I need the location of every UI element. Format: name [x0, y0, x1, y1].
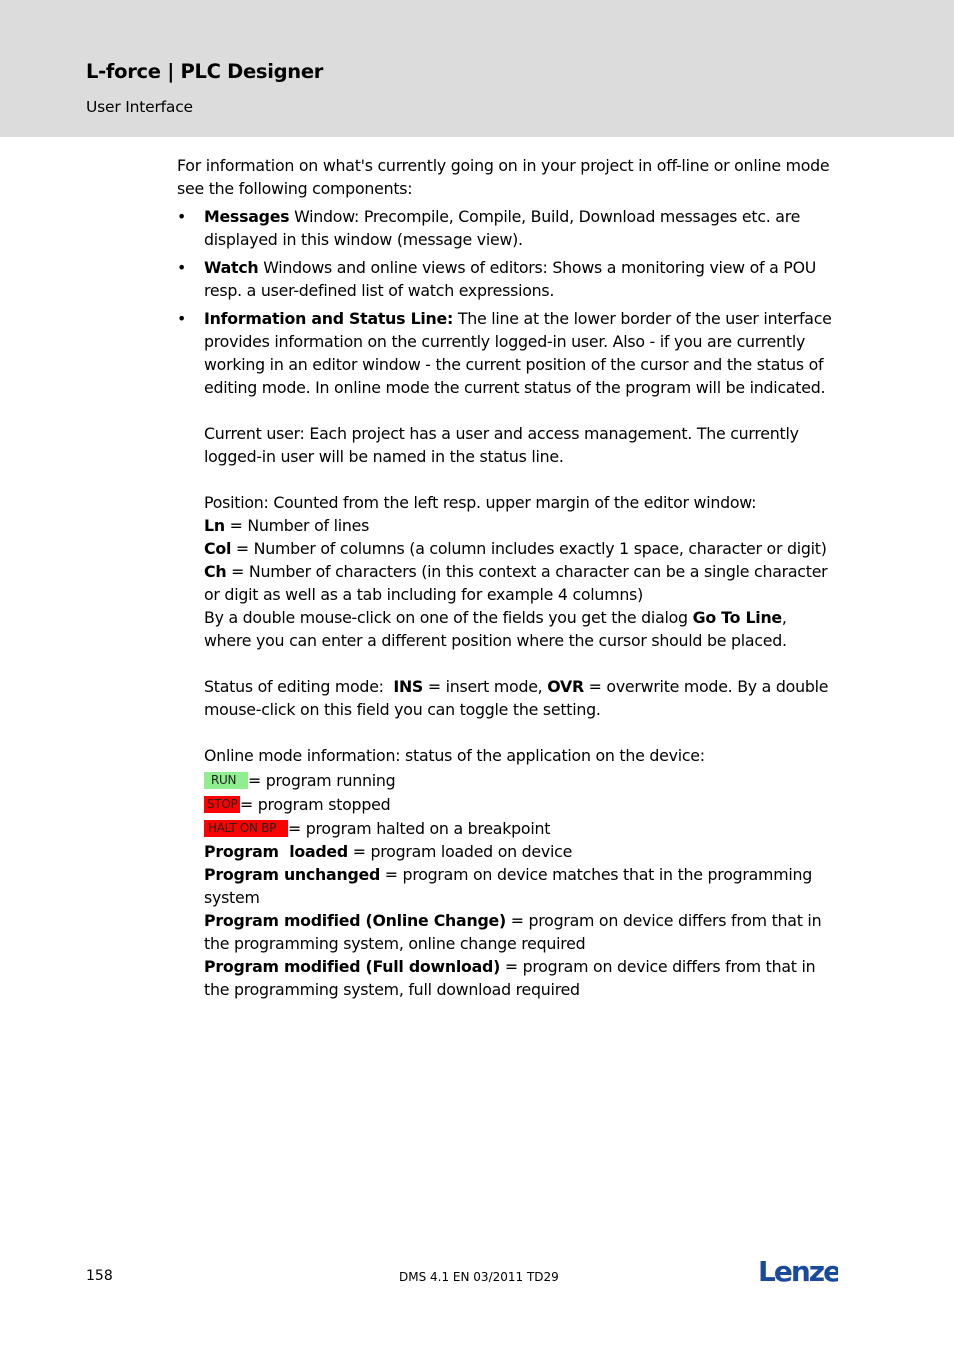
online-intro: Online mode information: status of the application on the device: — [204, 746, 705, 765]
stop-status-text: = program stopped — [240, 795, 391, 814]
document-title: L-force | PLC Designer — [86, 60, 324, 83]
main-content — [177, 154, 837, 1006]
bullet-icon: • — [177, 309, 187, 328]
stop-status-badge: STOP — [204, 796, 240, 813]
col-definition: Col = Number of columns (a column includes exactly 1 space, character or digit) — [204, 539, 827, 558]
goto-line-paragraph: By a double mouse-click on one of the fields you get the dialog Go To Line, where you can enter a different position where the cursor should be placed. — [204, 608, 787, 650]
bullet-icon: • — [177, 258, 187, 277]
stop-status-row — [204, 793, 837, 816]
bullet-text: Window: Precompile, Compile, Build, Download messages etc. are displayed in this window (message view). — [204, 207, 801, 249]
page-header — [0, 0, 954, 137]
ln-definition: Ln = Number of lines — [204, 516, 370, 535]
page-number: 158 — [86, 1268, 113, 1284]
halt-status-text: = program halted on a breakpoint — [288, 819, 551, 838]
program-loaded: Program loaded = program loaded on device — [204, 842, 573, 861]
program-modified-full-download: Program modified (Full download) = program on device differs from that in the programming system, full download required — [204, 957, 816, 999]
ch-definition: Ch = Number of characters (in this context a character can be a single character or digit as well as a tab including for example 4 columns) — [204, 562, 828, 604]
lenze-logo — [758, 1256, 838, 1290]
current-user-paragraph: Current user: Each project has a user and access management. The currently logged-in user will be named in the status line. — [204, 424, 799, 466]
list-item — [177, 307, 837, 1001]
position-intro: Position: Counted from the left resp. upper margin of the editor window: — [204, 493, 757, 512]
component-list — [177, 205, 837, 1001]
bullet-icon: • — [177, 207, 187, 226]
list-item — [177, 205, 837, 251]
halt-status-badge: HALT ON BP — [204, 820, 288, 837]
bullet-term: Watch — [204, 258, 259, 277]
halt-status-row — [204, 817, 837, 840]
svg-text:Lenze: Lenze — [758, 1256, 838, 1286]
run-status-badge: RUN — [204, 772, 248, 789]
editing-mode-paragraph: Status of editing mode: INS = insert mode, OVR = overwrite mode. By a double mouse-click on this field you can toggle the setting. — [204, 677, 829, 719]
bullet-text: The line at the lower border of the user interface provides information on the currently logged-in user. Also - if you are currently working in an editor window - the current position of the cursor and the status of editing mode. In online mode the current status of the program will be indicated. — [204, 309, 832, 397]
document-id: DMS 4.1 EN 03/2011 TD29 — [399, 1270, 559, 1284]
run-status-row — [204, 769, 837, 792]
section-title: User Interface — [86, 98, 193, 116]
program-unchanged: Program unchanged = program on device matches that in the programming system — [204, 865, 813, 907]
bullet-term: Information and Status Line: — [204, 309, 454, 328]
bullet-term: Messages — [204, 207, 290, 226]
intro-paragraph: For information on what's currently going on in your project in off-line or online mode see the following components: — [177, 156, 830, 198]
program-modified-online-change: Program modified (Online Change) = program on device differs from that in the programming system, online change required — [204, 911, 822, 953]
run-status-text: = program running — [248, 771, 396, 790]
list-item — [177, 256, 837, 302]
bullet-text: Windows and online views of editors: Shows a monitoring view of a POU resp. a user-defined list of watch expressions. — [204, 258, 817, 300]
